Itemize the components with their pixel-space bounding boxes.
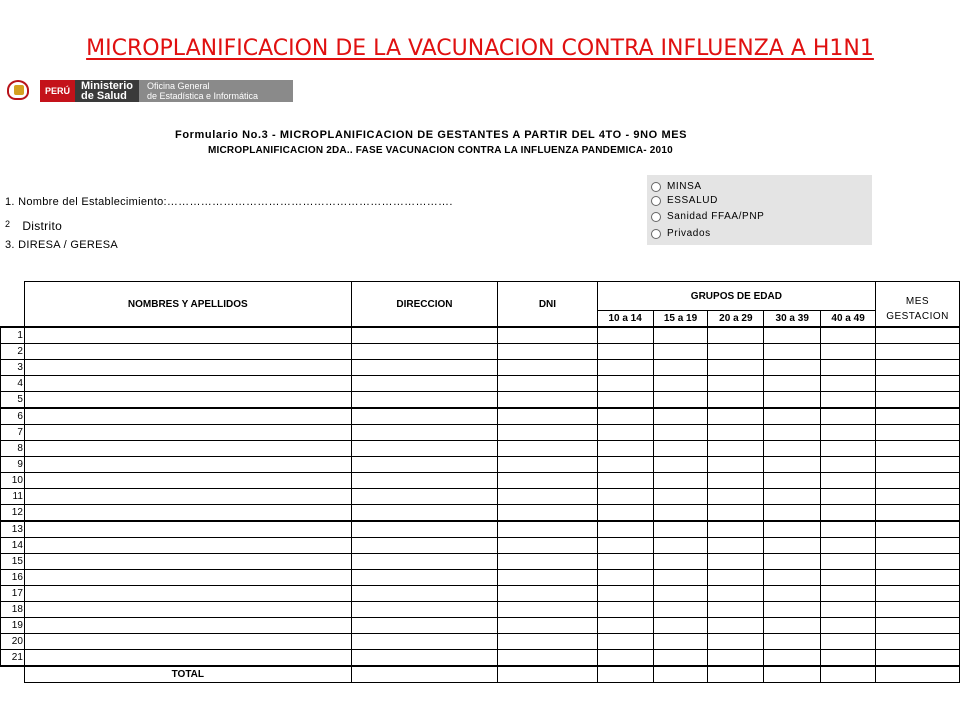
table-cell[interactable] — [821, 392, 876, 409]
header-mes — [876, 282, 960, 328]
table-cell[interactable] — [653, 457, 708, 473]
table-cell[interactable] — [708, 538, 764, 554]
table-cell[interactable] — [597, 376, 653, 392]
table-cell[interactable] — [653, 489, 708, 505]
option-minsa[interactable] — [651, 181, 702, 192]
distrito-label: Distrito — [22, 219, 63, 233]
table-cell[interactable] — [876, 538, 960, 554]
table-cell[interactable] — [24, 392, 351, 409]
logo-office-line1: Oficina General — [146, 81, 210, 91]
table-cell[interactable] — [821, 425, 876, 441]
table-cell[interactable] — [764, 360, 821, 376]
logo-ministry-line1: Ministerio — [81, 80, 133, 92]
table-row — [1, 376, 960, 392]
option-sanidad[interactable] — [651, 211, 764, 222]
table-cell[interactable] — [351, 538, 497, 554]
corner-cell — [1, 282, 25, 328]
distrito-number: 2 — [5, 219, 11, 229]
table-cell[interactable] — [498, 473, 598, 489]
table-cell[interactable] — [708, 408, 764, 425]
table-cell[interactable] — [351, 554, 497, 570]
table-cell[interactable] — [653, 538, 708, 554]
table-cell[interactable] — [653, 618, 708, 634]
table-cell[interactable] — [351, 327, 497, 344]
header-mes-line2: GESTACION — [886, 311, 949, 322]
option-privados[interactable] — [651, 228, 711, 239]
table-cell[interactable] — [821, 521, 876, 538]
table-cell[interactable] — [24, 408, 351, 425]
table-cell[interactable] — [597, 554, 653, 570]
table-cell[interactable] — [351, 441, 497, 457]
table-cell[interactable] — [597, 441, 653, 457]
table-cell[interactable] — [764, 441, 821, 457]
table-cell[interactable] — [597, 473, 653, 489]
table-cell[interactable] — [708, 618, 764, 634]
age-group-header: 10 a 14 — [597, 311, 653, 328]
row-number: 18 — [1, 602, 25, 618]
table-cell[interactable] — [876, 408, 960, 425]
total-cell[interactable] — [498, 666, 598, 683]
table-cell[interactable] — [876, 392, 960, 409]
table-cell[interactable] — [876, 425, 960, 441]
table-cell[interactable] — [876, 618, 960, 634]
table-row — [1, 586, 960, 602]
table-cell[interactable] — [708, 376, 764, 392]
table-cell[interactable] — [764, 602, 821, 618]
table-cell[interactable] — [597, 425, 653, 441]
table-cell[interactable] — [653, 554, 708, 570]
table-cell[interactable] — [597, 360, 653, 376]
table-cell[interactable] — [24, 425, 351, 441]
planning-table — [0, 281, 960, 683]
table-cell[interactable] — [876, 586, 960, 602]
table-cell[interactable] — [708, 392, 764, 409]
total-cell[interactable] — [876, 666, 960, 683]
table-cell[interactable] — [653, 408, 708, 425]
header-nombres: NOMBRES Y APELLIDOS — [24, 282, 351, 328]
table-cell[interactable] — [351, 392, 497, 409]
table-cell[interactable] — [708, 650, 764, 667]
table-cell[interactable] — [764, 344, 821, 360]
table-cell[interactable] — [351, 457, 497, 473]
row-number: 20 — [1, 634, 25, 650]
table-cell[interactable] — [24, 360, 351, 376]
row-number: 1 — [1, 327, 25, 344]
table-cell[interactable] — [764, 618, 821, 634]
table-cell[interactable] — [708, 473, 764, 489]
table-cell[interactable] — [821, 473, 876, 489]
table-cell[interactable] — [821, 554, 876, 570]
table-row — [1, 602, 960, 618]
table-cell[interactable] — [876, 554, 960, 570]
table-cell[interactable] — [653, 344, 708, 360]
table-cell[interactable] — [708, 489, 764, 505]
age-group-header: 15 a 19 — [653, 311, 708, 328]
table-cell[interactable] — [498, 327, 598, 344]
table-cell[interactable] — [821, 408, 876, 425]
table-cell[interactable] — [821, 650, 876, 667]
total-cell[interactable] — [708, 666, 764, 683]
table-cell[interactable] — [597, 538, 653, 554]
table-cell[interactable] — [351, 650, 497, 667]
table-row — [1, 425, 960, 441]
table-cell[interactable] — [764, 457, 821, 473]
table-row — [1, 570, 960, 586]
table-cell[interactable] — [24, 618, 351, 634]
table-cell[interactable] — [821, 634, 876, 650]
table-cell[interactable] — [821, 441, 876, 457]
table-cell[interactable] — [498, 457, 598, 473]
table-cell[interactable] — [24, 344, 351, 360]
table-cell[interactable] — [708, 521, 764, 538]
table-row — [1, 505, 960, 522]
table-cell[interactable] — [498, 602, 598, 618]
row-number: 19 — [1, 618, 25, 634]
table-cell[interactable] — [24, 602, 351, 618]
table-cell[interactable] — [597, 408, 653, 425]
table-cell[interactable] — [764, 489, 821, 505]
table-cell[interactable] — [764, 570, 821, 586]
radio-icon[interactable] — [651, 196, 661, 206]
table-cell[interactable] — [498, 376, 598, 392]
table-cell[interactable] — [876, 360, 960, 376]
table-cell[interactable] — [351, 425, 497, 441]
table-cell[interactable] — [764, 392, 821, 409]
table-cell[interactable] — [821, 570, 876, 586]
table-cell[interactable] — [876, 344, 960, 360]
table-cell[interactable] — [498, 425, 598, 441]
table-cell[interactable] — [351, 505, 497, 522]
table-row — [1, 441, 960, 457]
table-cell[interactable] — [597, 521, 653, 538]
table-cell[interactable] — [24, 505, 351, 522]
table-cell[interactable] — [764, 376, 821, 392]
table-cell[interactable] — [24, 634, 351, 650]
radio-icon[interactable] — [651, 212, 661, 222]
table-cell[interactable] — [708, 360, 764, 376]
total-spacer — [1, 666, 25, 683]
table-cell[interactable] — [821, 586, 876, 602]
row-number: 3 — [1, 360, 25, 376]
table-row — [1, 521, 960, 538]
table-cell[interactable] — [24, 586, 351, 602]
table-cell[interactable] — [351, 602, 497, 618]
table-cell[interactable] — [351, 570, 497, 586]
table-cell[interactable] — [821, 457, 876, 473]
table-cell[interactable] — [653, 360, 708, 376]
row-number: 2 — [1, 344, 25, 360]
form-title: Formulario No.3 - MICROPLANIFICACION DE GESTANTES A PARTIR DEL 4TO - 9NO MES — [175, 129, 688, 141]
table-cell[interactable] — [24, 570, 351, 586]
table-cell[interactable] — [351, 473, 497, 489]
row-number: 6 — [1, 408, 25, 425]
row-number: 13 — [1, 521, 25, 538]
table-cell[interactable] — [821, 505, 876, 522]
table-cell[interactable] — [708, 554, 764, 570]
establecimiento-field: 1. Nombre del Establecimiento:…………………………………………………………………. — [5, 196, 453, 208]
table-cell[interactable] — [498, 554, 598, 570]
row-number: 15 — [1, 554, 25, 570]
table-cell[interactable] — [24, 473, 351, 489]
table-cell[interactable] — [653, 521, 708, 538]
table-cell[interactable] — [876, 602, 960, 618]
table-cell[interactable] — [351, 408, 497, 425]
table-cell[interactable] — [498, 538, 598, 554]
table-cell[interactable] — [351, 344, 497, 360]
table-cell[interactable] — [24, 650, 351, 667]
table-cell[interactable] — [876, 570, 960, 586]
table-cell[interactable] — [351, 586, 497, 602]
table-cell[interactable] — [764, 473, 821, 489]
table-cell[interactable] — [708, 327, 764, 344]
option-label: ESSALUD — [667, 195, 718, 206]
total-label: TOTAL — [24, 666, 351, 683]
table-cell[interactable] — [708, 425, 764, 441]
table-cell[interactable] — [653, 473, 708, 489]
table-cell[interactable] — [708, 570, 764, 586]
table-cell[interactable] — [764, 650, 821, 667]
row-number: 8 — [1, 441, 25, 457]
row-number: 16 — [1, 570, 25, 586]
table-cell[interactable] — [351, 634, 497, 650]
row-number: 12 — [1, 505, 25, 522]
table-cell[interactable] — [498, 408, 598, 425]
table-cell[interactable] — [597, 344, 653, 360]
table-cell[interactable] — [597, 505, 653, 522]
table-cell[interactable] — [351, 489, 497, 505]
table-cell[interactable] — [764, 408, 821, 425]
table-cell[interactable] — [24, 327, 351, 344]
table-cell[interactable] — [653, 376, 708, 392]
age-group-header: 40 a 49 — [821, 311, 876, 328]
table-cell[interactable] — [653, 586, 708, 602]
table-cell[interactable] — [498, 521, 598, 538]
row-number: 5 — [1, 392, 25, 409]
table-cell[interactable] — [653, 602, 708, 618]
table-cell[interactable] — [708, 457, 764, 473]
table-cell[interactable] — [597, 618, 653, 634]
table-cell[interactable] — [597, 634, 653, 650]
row-number: 9 — [1, 457, 25, 473]
table-cell[interactable] — [764, 538, 821, 554]
diresa-field: 3. DIRESA / GERESA — [5, 239, 118, 251]
table-cell[interactable] — [351, 376, 497, 392]
table-cell[interactable] — [821, 618, 876, 634]
logo-office-line2: de Estadística e Informática — [146, 91, 259, 101]
table-cell[interactable] — [653, 441, 708, 457]
table-row — [1, 473, 960, 489]
table-cell[interactable] — [876, 327, 960, 344]
table-row — [1, 618, 960, 634]
option-label: MINSA — [667, 181, 702, 192]
option-label: Privados — [667, 228, 711, 239]
table-cell[interactable] — [876, 489, 960, 505]
form-subtitle: MICROPLANIFICACION 2DA.. FASE VACUNACION CONTRA LA INFLUENZA PANDEMICA- 2010 — [208, 145, 673, 156]
table-row — [1, 538, 960, 554]
option-label: Sanidad FFAA/PNP — [667, 211, 765, 222]
table-cell[interactable] — [498, 586, 598, 602]
table-cell[interactable] — [498, 360, 598, 376]
table-cell[interactable] — [653, 327, 708, 344]
table-cell[interactable] — [653, 425, 708, 441]
table-cell[interactable] — [351, 360, 497, 376]
table-cell[interactable] — [597, 570, 653, 586]
table-cell[interactable] — [876, 650, 960, 667]
row-number: 21 — [1, 650, 25, 667]
table-cell[interactable] — [653, 634, 708, 650]
table-row — [1, 360, 960, 376]
table-cell[interactable] — [708, 344, 764, 360]
table-row — [1, 344, 960, 360]
table-row — [1, 554, 960, 570]
row-number: 10 — [1, 473, 25, 489]
total-row — [1, 666, 960, 683]
table-cell[interactable] — [821, 489, 876, 505]
row-number: 4 — [1, 376, 25, 392]
header-dni: DNI — [498, 282, 598, 328]
table-cell[interactable] — [498, 650, 598, 667]
table-cell[interactable] — [498, 634, 598, 650]
table-row — [1, 327, 960, 344]
table-row — [1, 408, 960, 425]
table-cell[interactable] — [498, 570, 598, 586]
radio-icon[interactable] — [651, 229, 661, 239]
table-cell[interactable] — [821, 538, 876, 554]
table-cell[interactable] — [876, 376, 960, 392]
table-cell[interactable] — [764, 554, 821, 570]
table-cell[interactable] — [876, 521, 960, 538]
table-cell[interactable] — [764, 327, 821, 344]
table-cell[interactable] — [498, 392, 598, 409]
table-cell[interactable] — [498, 489, 598, 505]
ministry-logo — [6, 78, 293, 104]
table-row — [1, 650, 960, 667]
table-cell[interactable] — [821, 602, 876, 618]
table-cell[interactable] — [597, 327, 653, 344]
table-cell[interactable] — [24, 457, 351, 473]
table-cell[interactable] — [498, 618, 598, 634]
table-cell[interactable] — [24, 538, 351, 554]
table-cell[interactable] — [708, 602, 764, 618]
age-group-header: 20 a 29 — [708, 311, 764, 328]
row-number: 17 — [1, 586, 25, 602]
table-cell[interactable] — [876, 634, 960, 650]
institution-options — [647, 175, 872, 245]
logo-office — [139, 80, 293, 102]
table-cell[interactable] — [764, 505, 821, 522]
table-cell[interactable] — [597, 489, 653, 505]
table-cell[interactable] — [876, 441, 960, 457]
option-essalud[interactable] — [651, 195, 718, 206]
logo-ministry-line2: de Salud — [81, 90, 127, 102]
row-number: 11 — [1, 489, 25, 505]
table-cell[interactable] — [821, 360, 876, 376]
table-row — [1, 457, 960, 473]
table-cell[interactable] — [597, 650, 653, 667]
logo-ministry — [75, 80, 139, 102]
total-cell[interactable] — [351, 666, 497, 683]
header-row — [1, 282, 960, 311]
table-cell[interactable] — [653, 650, 708, 667]
table-cell[interactable] — [708, 505, 764, 522]
table-cell[interactable] — [653, 392, 708, 409]
table-cell[interactable] — [24, 441, 351, 457]
table-cell[interactable] — [653, 505, 708, 522]
logo-country: PERÚ — [40, 80, 75, 102]
row-number: 7 — [1, 425, 25, 441]
row-number: 14 — [1, 538, 25, 554]
table-row — [1, 489, 960, 505]
table-cell[interactable] — [821, 344, 876, 360]
table-cell[interactable] — [24, 521, 351, 538]
total-cell[interactable] — [653, 666, 708, 683]
table-cell[interactable] — [764, 521, 821, 538]
table-cell[interactable] — [498, 505, 598, 522]
table-cell[interactable] — [708, 441, 764, 457]
total-cell[interactable] — [821, 666, 876, 683]
table-cell[interactable] — [498, 441, 598, 457]
table-row — [1, 634, 960, 650]
table-cell[interactable] — [597, 586, 653, 602]
table-cell[interactable] — [351, 521, 497, 538]
table-cell[interactable] — [597, 602, 653, 618]
table-cell[interactable] — [764, 586, 821, 602]
table-cell[interactable] — [498, 344, 598, 360]
table-cell[interactable] — [876, 505, 960, 522]
table-cell[interactable] — [708, 634, 764, 650]
age-group-header: 30 a 39 — [764, 311, 821, 328]
header-grupos: GRUPOS DE EDAD — [597, 282, 875, 311]
total-cell[interactable] — [597, 666, 653, 683]
table-cell[interactable] — [764, 425, 821, 441]
total-cell[interactable] — [764, 666, 821, 683]
header-direccion: DIRECCION — [351, 282, 497, 328]
table-cell[interactable] — [821, 376, 876, 392]
table-cell[interactable] — [24, 489, 351, 505]
coat-of-arms-icon — [6, 78, 32, 104]
table-cell[interactable] — [24, 554, 351, 570]
table-cell[interactable] — [708, 586, 764, 602]
table-cell[interactable] — [351, 618, 497, 634]
radio-icon[interactable] — [651, 182, 661, 192]
table-cell[interactable] — [597, 392, 653, 409]
table-row — [1, 392, 960, 409]
table-cell[interactable] — [597, 457, 653, 473]
table-cell[interactable] — [653, 570, 708, 586]
table-cell[interactable] — [876, 473, 960, 489]
header-mes-line1: MES — [905, 296, 930, 307]
table-cell[interactable] — [876, 457, 960, 473]
table-cell[interactable] — [764, 634, 821, 650]
distrito-field — [5, 219, 62, 233]
table-cell[interactable] — [24, 376, 351, 392]
table-cell[interactable] — [821, 327, 876, 344]
page-title: MICROPLANIFICACION DE LA VACUNACION CONTRA INFLUENZA A H1N1 — [86, 36, 874, 61]
